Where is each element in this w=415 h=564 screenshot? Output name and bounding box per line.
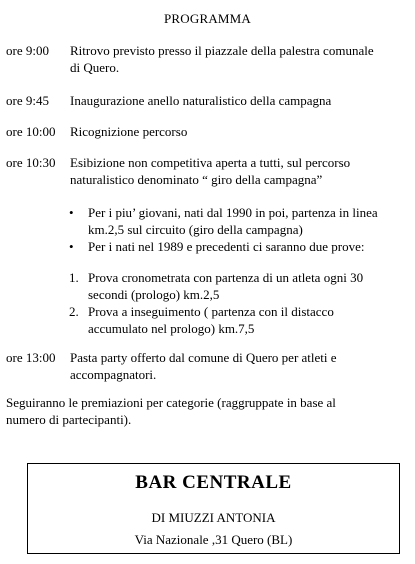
schedule-time: ore 9:45 — [6, 93, 49, 108]
test-text-line: accumulato nel prologo) km.7,5 — [88, 321, 255, 336]
bullet-icon: • — [69, 205, 74, 220]
test-number: 1. — [69, 270, 79, 285]
schedule-text-line: Inaugurazione anello naturalistico della campagna — [70, 93, 332, 108]
schedule-text-line: Esibizione non competitiva aperta a tutti, sul percorso — [70, 155, 351, 170]
schedule-text-line: Pasta party offerto dal comune di Quero per atleti e — [70, 350, 337, 365]
schedule-time: ore 10:30 — [6, 155, 56, 170]
bullet-item — [88, 204, 407, 238]
bullet-icon: • — [69, 239, 74, 254]
schedule-item — [6, 42, 409, 76]
test-item — [88, 303, 407, 337]
page-title: PROGRAMMA — [163, 11, 252, 26]
sponsor-box — [27, 463, 400, 554]
sponsor-name: BAR CENTRALE — [135, 472, 292, 493]
schedule-text-line: naturalistico denominato “ giro della campagna” — [70, 172, 323, 187]
schedule-time: ore 13:00 — [6, 350, 56, 365]
schedule-text-line: Ritrovo previsto presso il piazzale della palestra comunale — [70, 43, 374, 58]
schedule-text-line: accompagnatori. — [70, 367, 157, 382]
schedule-item — [6, 154, 409, 188]
closing-text-line: numero di partecipanti). — [6, 412, 132, 427]
test-item — [88, 269, 407, 303]
sponsor-owner: DI MIUZZI ANTONIA — [151, 510, 276, 525]
schedule-text-line: Ricognizione percorso — [70, 124, 188, 139]
schedule-item — [6, 92, 409, 109]
test-text-line: Prova cronometrata con partenza di un atleta ogni 30 — [88, 270, 364, 285]
schedule-item — [6, 349, 409, 383]
closing-paragraph — [6, 394, 407, 428]
sponsor-address: Via Nazionale ,31 Quero (BL) — [134, 532, 293, 547]
schedule-item — [6, 123, 409, 140]
test-text-line: secondi (prologo) km.2,5 — [88, 287, 220, 302]
bullet-text-line: Per i piu’ giovani, nati dal 1990 in poi, partenza in linea — [88, 205, 378, 220]
bullet-text-line: Per i nati nel 1989 e precedenti ci saranno due prove: — [88, 239, 365, 254]
schedule-time: ore 9:00 — [6, 43, 49, 58]
test-number: 2. — [69, 304, 79, 319]
bullet-item — [88, 238, 407, 255]
schedule-text-line: di Quero. — [70, 60, 120, 75]
schedule-time: ore 10:00 — [6, 124, 56, 139]
test-text-line: Prova a inseguimento ( partenza con il distacco — [88, 304, 334, 319]
bullet-text-line: km.2,5 sul circuito (giro della campagna) — [88, 222, 303, 237]
closing-text-line: Seguiranno le premiazioni per categorie (raggruppate in base al — [6, 395, 336, 410]
